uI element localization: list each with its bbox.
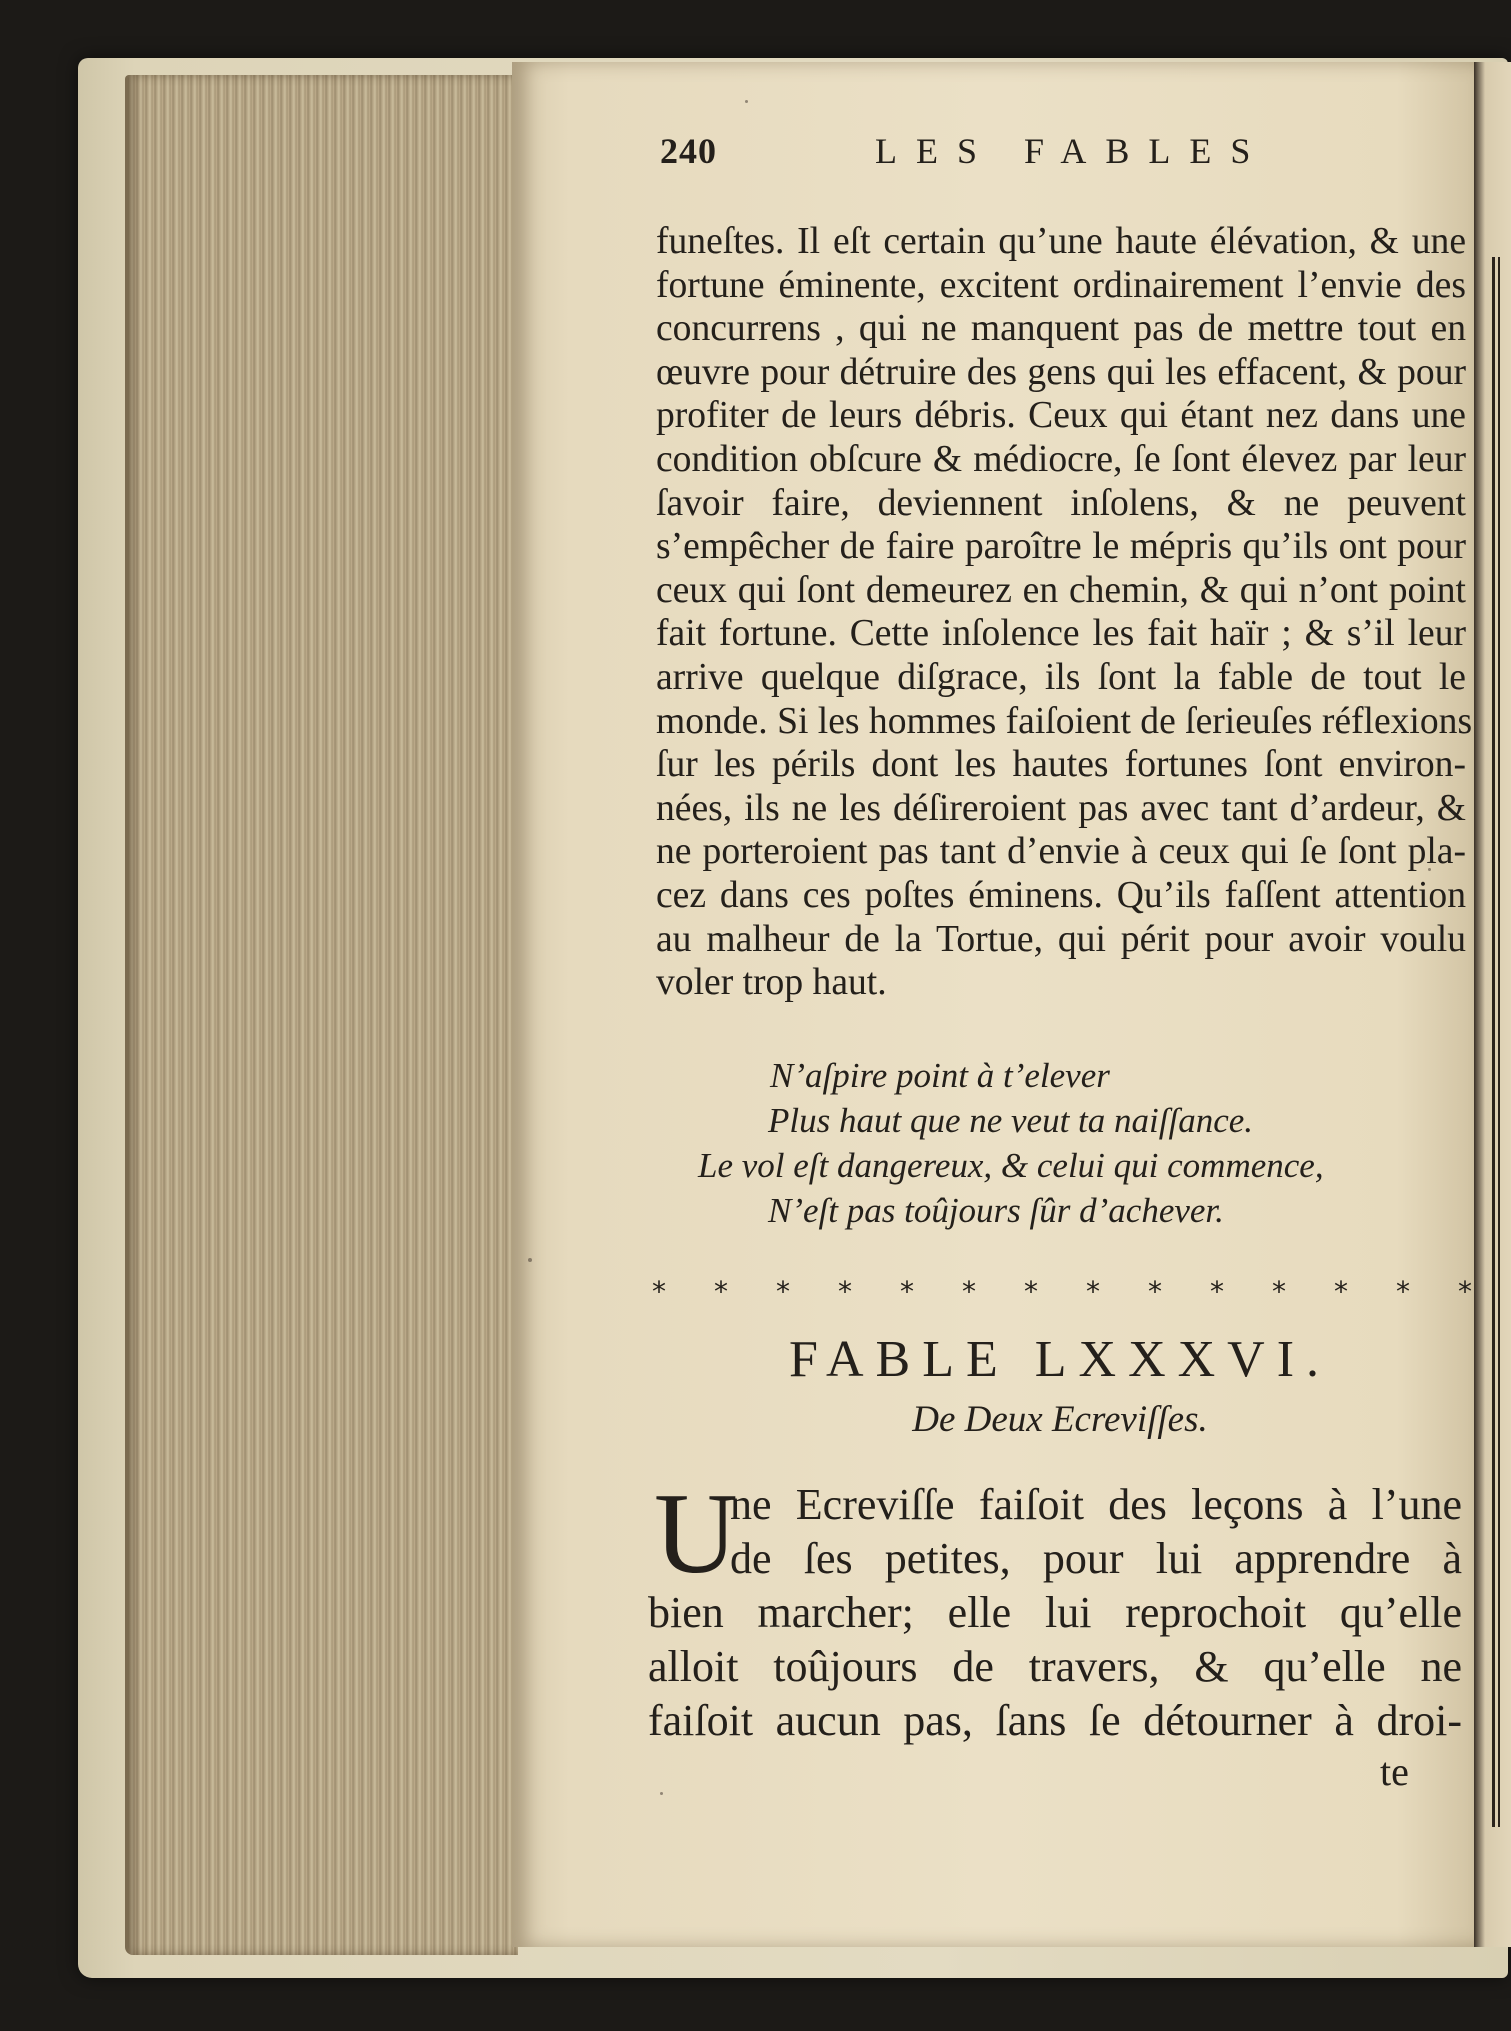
catchword: te — [1380, 1749, 1409, 1794]
ornament-star: * — [1272, 1275, 1286, 1308]
ornament-star: * — [1024, 1275, 1038, 1308]
ornament-star: * — [1148, 1275, 1162, 1308]
running-head: LES FABLES — [875, 131, 1270, 171]
moral-verse — [690, 1053, 1410, 1233]
fable-line: bien marcher; elle lui reprochoit qu’elle — [648, 1588, 1462, 1637]
body-text — [656, 220, 1473, 1005]
facing-page-edge — [1474, 62, 1511, 1947]
verse-line: N’aſpire point à t’elever — [770, 1056, 1110, 1095]
text-line: nées, ils ne les déſireroient pas avec tant d’ardeur, & — [656, 787, 1466, 829]
fable-title: FABLE LXXXVI. — [788, 1331, 1332, 1388]
text-line: ceux qui ſont demeurez en chemin, & qui n’ont point — [656, 569, 1466, 611]
fable-body — [648, 1470, 1462, 1748]
text-line: œuvre pour détruire des gens qui les effacent, & pour — [656, 351, 1466, 393]
ornament-star: * — [900, 1275, 914, 1308]
ornament-star: * — [1458, 1275, 1472, 1308]
fable-line: alloit toûjours de travers, & qu’elle ne — [648, 1642, 1462, 1691]
paper-speck — [745, 100, 748, 103]
text-line: cez dans ces poſtes éminens. Qu’ils faſſent attention — [656, 874, 1466, 916]
ornament-star: * — [838, 1275, 852, 1308]
verse-line: N’eſt pas toûjours ſûr d’achever. — [768, 1191, 1224, 1230]
text-line: ne porteroient pas tant d’envie à ceux qui ſe ſont pla- — [656, 831, 1466, 873]
text-line: s’empêcher de faire paroître le mépris qu’ils ont pour — [656, 526, 1466, 568]
ornament-star: * — [652, 1275, 666, 1308]
fable-subtitle: De Deux Ecreviſſes. — [912, 1399, 1208, 1440]
fable-line: de ſes petites, pour lui apprendre à — [730, 1534, 1462, 1583]
fable-line: faiſoit aucun pas, ſans ſe détourner à droi- — [648, 1696, 1462, 1745]
ornament-star: * — [1396, 1275, 1410, 1308]
text-line: concurrens , qui ne manquent pas de mettre tout en — [656, 308, 1466, 350]
paper-speck — [528, 1258, 532, 1262]
text-line: au malheur de la Tortue, qui périt pour avoir voulu — [656, 918, 1466, 960]
ornament-row — [652, 1275, 1472, 1309]
text-line: ſur les périls dont les hautes fortunes ſont environ- — [656, 744, 1466, 786]
drop-cap: U — [654, 1470, 738, 1598]
ornament-star: * — [1086, 1275, 1100, 1308]
page-block-edges — [125, 75, 518, 1955]
verse-line: Le vol eſt dangereux, & celui qui commence, — [698, 1146, 1324, 1185]
facing-page-rule — [1492, 257, 1495, 1827]
text-line: profiter de leurs débris. Ceux qui étant nez dans une — [656, 395, 1466, 437]
text-line: funeſtes. Il eſt certain qu’une haute élévation, & une — [656, 221, 1466, 262]
fable-line: ne Ecreviſſe faiſoit des leçons à l’une — [730, 1480, 1462, 1529]
ornament-star: * — [962, 1275, 976, 1308]
ornament-star: * — [1210, 1275, 1224, 1308]
text-line: fortune éminente, excitent ordinairement l’envie des — [656, 264, 1466, 306]
page-number: 240 — [660, 131, 717, 171]
ornament-star: * — [1334, 1275, 1348, 1308]
facing-page-rule — [1498, 257, 1500, 1827]
text-line: voler trop haut. — [656, 962, 887, 1004]
text-line: condition obſcure & médiocre, ſe ſont élevez par leur — [656, 438, 1466, 480]
paper-speck — [660, 1792, 663, 1795]
running-header — [660, 130, 1310, 180]
ornament-star: * — [714, 1275, 728, 1308]
text-line: arrive quelque diſgrace, ils ſont la fable de tout le — [656, 656, 1466, 698]
text-line: monde. Si les hommes faiſoient de ſerieuſes réflexions — [656, 700, 1473, 742]
ornament-star: * — [776, 1275, 790, 1308]
text-line: fait fortune. Cette inſolence les fait haïr ; & s’il leur — [656, 613, 1466, 655]
verse-line: Plus haut que ne veut ta naiſſance. — [768, 1101, 1254, 1140]
text-line: ſavoir faire, deviennent inſolens, & ne peuvent — [656, 482, 1466, 524]
